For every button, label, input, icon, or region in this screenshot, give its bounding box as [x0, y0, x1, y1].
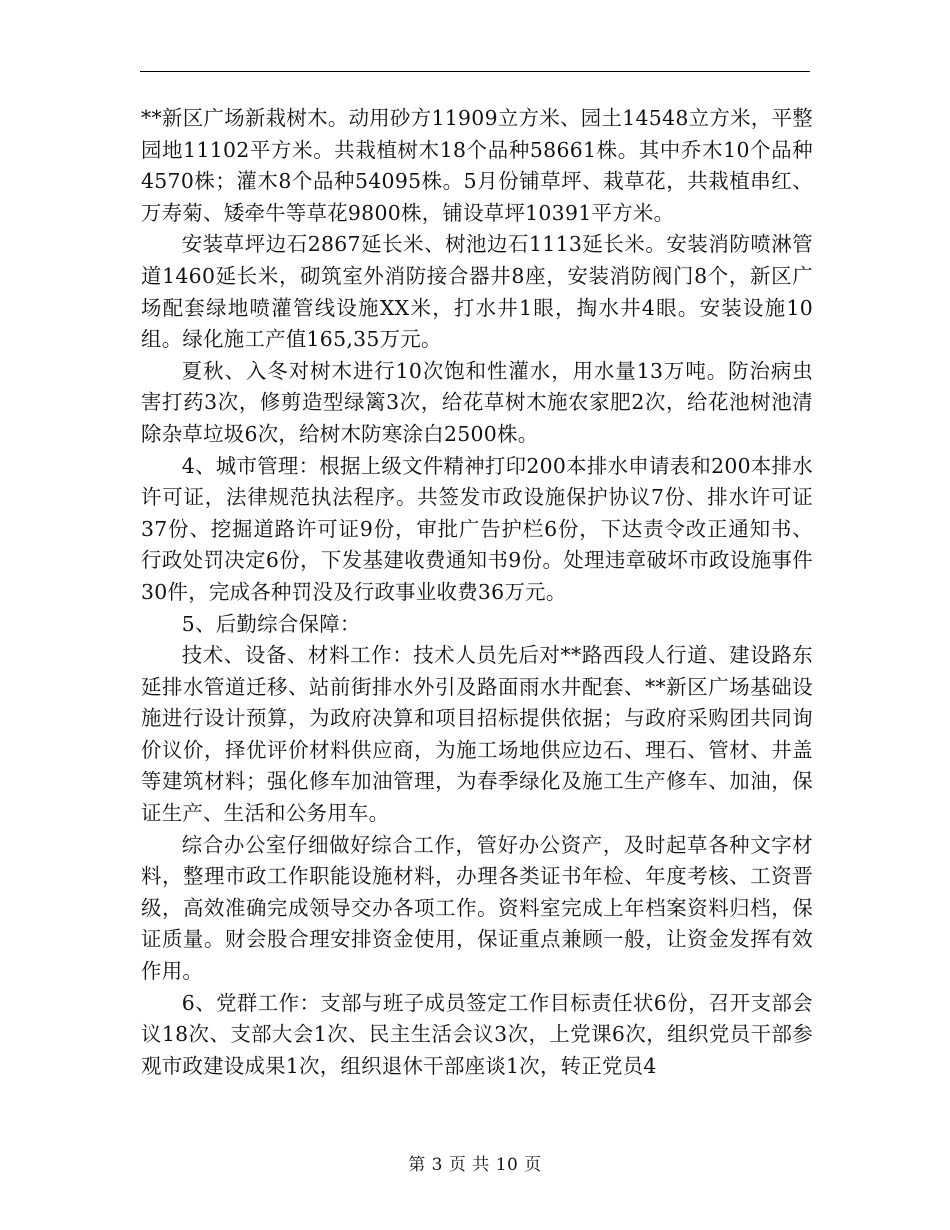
paragraph-general-office: 综合办公室仔细做好综合工作，管好办公资产，及时起草各种文字材料，整理市政工作职能设施材料，办理各类证书年检、年度考核、工资晋级，高效准确完成领导交办各项工作。资料室完成上年档案资料归档，保证质量。财会股合理安排资金使用，保证重点兼顾一般，让资金发挥有效作用。 [141, 832, 813, 984]
paragraph-technical-equipment: 技术、设备、材料工作：技术人员先后对**路西段人行道、建设路东延排水管道迁移、站前街排水外引及路面雨水井配套、**新区广场基础设施进行设计预算，为政府决算和项目招标提供依据；与政府采购团共同询价议价，择优评价材料供应商，为施工场地供应边石、理石、管材、井盖等建筑材料；强化修车加油管理，为春季绿化及施工生产修车、加油，保证生产、生活和公务用车。 [141, 643, 813, 826]
paragraph-city-management: 4、城市管理：根据上级文件精神打印200本排水申请表和200本排水许可证，法律规范执法程序。共签发市政设施保护协议7份、排水许可证37份、挖掘道路许可证9份，审批广告护栏6份，下达责令改正通知书、行政处罚决定6份，下发基建收费通知书9份。处理违章破坏市政设施事件30件，完成各种罚没及行政事业收费36万元。 [141, 453, 813, 604]
header-rule [140, 71, 810, 72]
paragraph-tree-maintenance: 夏秋、入冬对树木进行10次饱和性灌水，用水量13万吨。防治病虫害打药3次，修剪造型绿篱3次，给花草树木施农家肥2次，给花池树池清除杂草垃圾6次，给树木防寒涂白2500株。 [141, 358, 813, 446]
page-number: 第 3 页 共 10 页 [408, 1155, 542, 1175]
paragraph-logistics-heading: 5、后勤综合保障： [181, 611, 361, 636]
paragraph-party-work: 6、党群工作：支部与班子成员签定工作目标责任状6份，召开支部会议18次、支部大会1次、民主生活会议3次，上党课6次，组织党员干部参观市政建设成果1次，组织退休干部座谈1次，转正党员4 [141, 990, 813, 1078]
paragraph-greening-planting: **新区广场新栽树木。动用砂方11909立方米、园土14548立方米，平整园地11102平方米。共栽植树木18个品种58661株。其中乔木10个品种4570株；灌木8个品种54095株。5月份铺草坪、栽草花，共栽植串红、万寿菊、矮牵牛等草花9800株，铺设草坪10391平方米。 [141, 106, 813, 225]
paragraph-facilities-installation: 安装草坪边石2867延长米、树池边石1113延长米。安装消防喷淋管道1460延长米，砌筑室外消防接合器井8座，安装消防阀门8个，新区广场配套绿地喷灌管线设施XX米，打水井1眼，掏水井4眼。安装设施10组。绿化施工产值165,35万元。 [141, 232, 813, 352]
document-body [141, 103, 813, 1082]
